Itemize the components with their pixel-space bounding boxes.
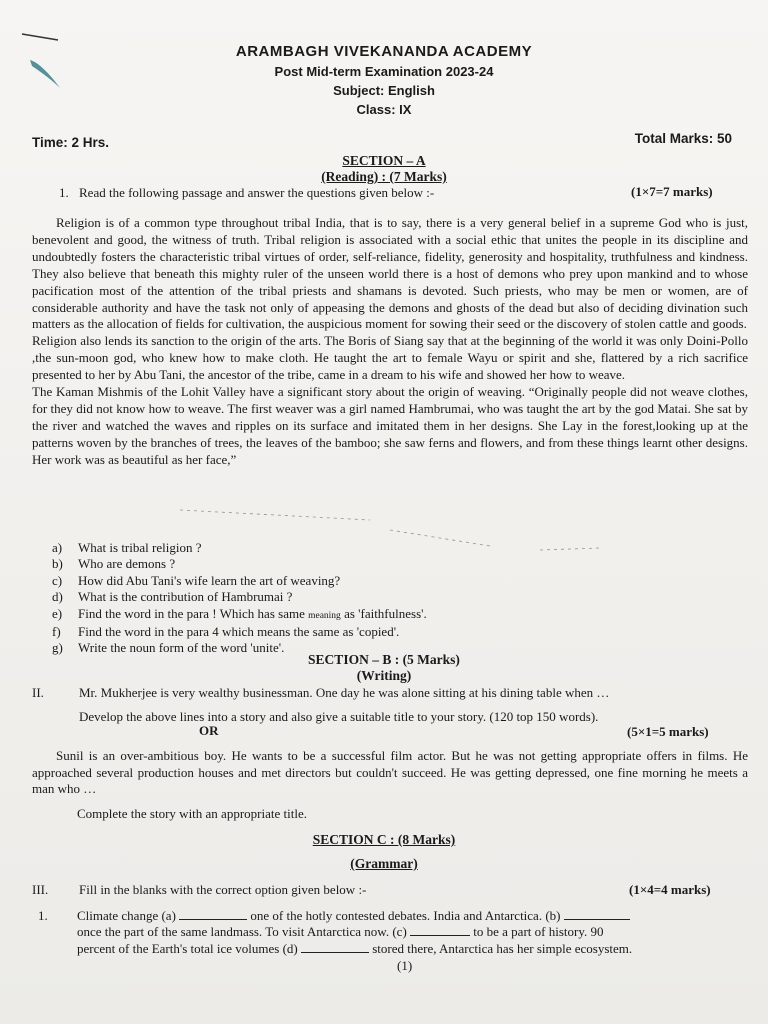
question-3-text: Fill in the blanks with the correct option given below :- [79, 882, 367, 897]
question-3-number: III. [32, 882, 49, 897]
class: Class: IX [356, 102, 412, 117]
alternate-story-instruction: Complete the story with an appropriate title. [77, 806, 307, 821]
time-allowed: Time: 2 Hrs. [32, 135, 110, 150]
page-number: (1) [397, 958, 413, 973]
passage-paragraph-1: Religion is of a common type throughout tribal India, that is to say, there is a very general belief in a supreme God who is just, benevolent and good, the witness of truth. Tribal religion is associated with a social ethic that unites the people in its discipline and undoubtedly fosters the characteristic tribal virtues of order, self-reliance, fidelity, generosity and hospitality, truthfulness and kindness. They also believe that beneath this mighty ruler of the unseen world there is a host of demons who prey upon mankind and to whose pacification most of the attention of the tribal priests and shamans is devoted. Such priests, who may be men or women, are of considerable authority and have the task not only of appeasing the demons and ghosts of the dead but also of deciding divination such matters as the allocation of fields for cultivation, the auspicious moment for sowing their seed or the discovery of stolen cattle and goods. [32, 215, 748, 332]
question-3-marks: (1×4=4 marks) [629, 882, 711, 897]
section-b-subtitle: (Writing) [356, 668, 412, 683]
exam-header [0, 42, 768, 119]
passage-paragraph-2: Religion also lends its sanction to the origin of the arts. The Boris of Siang say that at the beginning of the world it was only Doini-Pollo ,the sun-moon god, who knew how to make cloth. He taught the art to female Wayu or spirit and she, flattered by a rich sacrifice presented to her by Abu Tani, the ancestor of the tribe, came in a dream to his wife and showed her how to weave. [32, 333, 748, 383]
grammar-line-2: once the part of the same landmass. To visit Antarctica now. (c) to be a part of history. 90 [77, 924, 604, 939]
section-b-title: SECTION – B : (5 Marks) [308, 652, 460, 667]
blank-a [179, 908, 247, 920]
section-c-subtitle: (Grammar) [350, 856, 418, 871]
question-2-number: II. [32, 685, 44, 700]
or-label: OR [199, 723, 219, 738]
list-item: c) How did Abu Tani's wife learn the art of weaving? [52, 572, 341, 588]
question-1-marks: (1×7=7 marks) [631, 184, 713, 199]
exam-name: Post Mid-term Examination 2023-24 [274, 64, 494, 79]
question-2-instruction: Develop the above lines into a story and also give a suitable title to your story. (120 top 150 words). [79, 709, 599, 724]
question-2-text: Mr. Mukherjee is very wealthy businessman. One day he was alone sitting at his dining table when … [79, 685, 610, 700]
question-1-number: 1. [59, 185, 69, 200]
blank-c [410, 924, 470, 936]
passage-paragraph-3: The Kaman Mishmis of the Lohit Valley have a significant story about the origin of weaving. “Originally people did not weave clothes, for they did not know how to weave. The first weaver was a girl named Hambrumai, who was taught the art by the god Matai. She sat by the river and watched the waves and ripples on its surface and imitated them in her designs. She Lay in the forest,looking up at the patterns woven by the branches of trees, the leaves of the bamboo; she saw ferns and flowers, and from these things learnt other designs. Her work was as beautiful as her face,” [32, 384, 748, 467]
question-2-marks: (5×1=5 marks) [627, 724, 709, 739]
school-name: ARAMBAGH VIVEKANANDA ACADEMY [235, 43, 533, 60]
section-a-subtitle: (Reading) : (7 Marks) [321, 169, 447, 184]
blank-d [301, 941, 369, 953]
subject: Subject: English [333, 83, 435, 98]
scribble-mark-icon [160, 500, 620, 560]
blank-b [564, 908, 630, 920]
section-a-title: SECTION – A [342, 153, 426, 168]
grammar-line-1: Climate change (a) one of the hotly contested debates. India and Antarctica. (b) [77, 908, 747, 924]
grammar-item-number: 1. [38, 908, 48, 923]
list-item: b) Who are demons ? [52, 556, 176, 572]
list-item: e) Find the word in the para ! Which has same meaning as 'faithfulness'. [52, 605, 427, 621]
list-item: d) What is the contribution of Hambrumai ? [52, 589, 293, 605]
list-item: g) Write the noun form of the word 'unite'. [52, 640, 285, 656]
reading-passage [32, 215, 748, 469]
section-c-title: SECTION C : (8 Marks) [312, 832, 456, 847]
grammar-line-3: percent of the Earth's total ice volumes (d) stored there, Antarctica has her simple ecosystem. [77, 941, 633, 956]
alternate-story-prompt: Sunil is an over-ambitious boy. He wants to be a successful film actor. But he was not getting appropriate offers in films. He approached several production houses and met directors but couldn't succeed. He was getting depressed, one fine morning he meets a man who … [32, 748, 748, 796]
list-item: a) What is tribal religion ? [52, 540, 202, 555]
list-item: f) Find the word in the para 4 which means the same as 'copied'. [52, 624, 400, 640]
total-marks: Total Marks: 50 [634, 131, 732, 146]
question-1-text: Read the following passage and answer the questions given below :- [79, 185, 435, 200]
